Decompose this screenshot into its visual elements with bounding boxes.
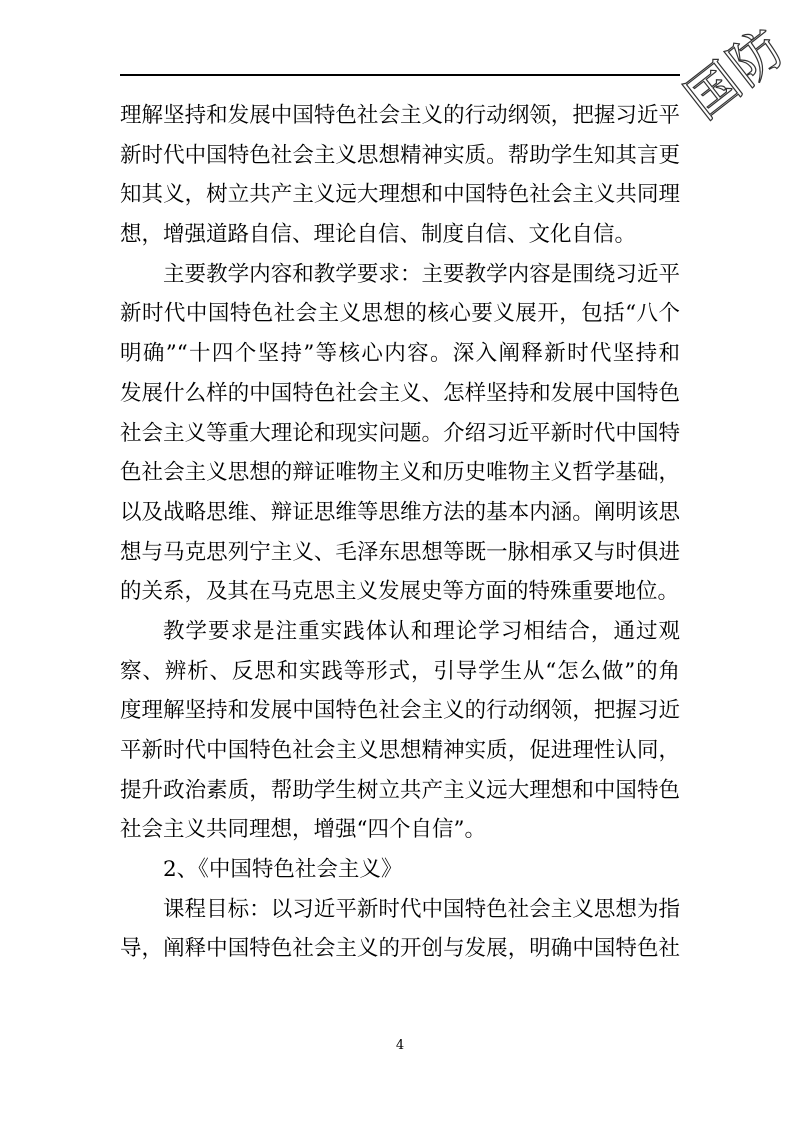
paragraph-line: 社会主义等重大理论和现实问题。介绍习近平新时代中国特 (120, 420, 680, 446)
document-body (120, 96, 680, 969)
paragraph-line: 课程目标：以习近平新时代中国特色社会主义思想为指 (163, 896, 680, 922)
paragraph-line: 发展什么样的中国特色社会主义、怎样坚持和发展中国特色 (120, 380, 680, 406)
page-number: 4 (395, 1038, 405, 1053)
watermark-stamp: 国防 (674, 17, 798, 131)
paragraph-line: 新时代中国特色社会主义思想精神实质。帮助学生知其言更 (120, 142, 680, 168)
paragraph-line: 察、辨析、反思和实践等形式，引导学生从“怎么做”的角 (120, 658, 680, 684)
paragraph-line: 的关系，及其在马克思主义发展史等方面的特殊重要地位。 (120, 579, 680, 605)
paragraph-line: 理解坚持和发展中国特色社会主义的行动纲领，把握习近平 (120, 103, 680, 128)
paragraph-line: 想与马克思列宁主义、毛泽东思想等既一脉相承又与时俱进 (120, 539, 680, 565)
paragraph-line: 想，增强道路自信、理论自信、制度自信、文化自信。 (120, 222, 637, 248)
paragraph-line: 提升政治素质，帮助学生树立共产主义远大理想和中国特色 (120, 777, 680, 803)
header-rule (120, 74, 680, 76)
paragraph-line: 明确”“十四个坚持”等核心内容。深入阐释新时代坚持和 (120, 341, 680, 367)
paragraph-line: 色社会主义思想的辩证唯物主义和历史唯物主义哲学基础， (120, 460, 680, 486)
paragraph-line: 知其义，树立共产主义远大理想和中国特色社会主义共同理 (120, 182, 680, 208)
paragraph-line: 社会主义共同理想，增强“四个自信”。 (120, 817, 486, 843)
paragraph-line: 导，阐释中国特色社会主义的开创与发展，明确中国特色社 (120, 936, 680, 962)
paragraph-line: 教学要求是注重实践体认和理论学习相结合，通过观 (163, 618, 680, 644)
paragraph-line: 平新时代中国特色社会主义思想精神实质，促进理性认同， (120, 738, 680, 763)
paragraph-line: 主要教学内容和教学要求：主要教学内容是围绕习近平 (163, 261, 680, 287)
paragraph-line: 度理解坚持和发展中国特色社会主义的行动纲领，把握习近 (120, 698, 680, 724)
section-heading: 2、《中国特色社会主义》 (163, 857, 403, 883)
paragraph-line: 以及战略思维、辩证思维等思维方法的基本内涵。阐明该思 (120, 499, 680, 525)
paragraph-line: 新时代中国特色社会主义思想的核心要义展开，包括“八个 (120, 301, 680, 327)
